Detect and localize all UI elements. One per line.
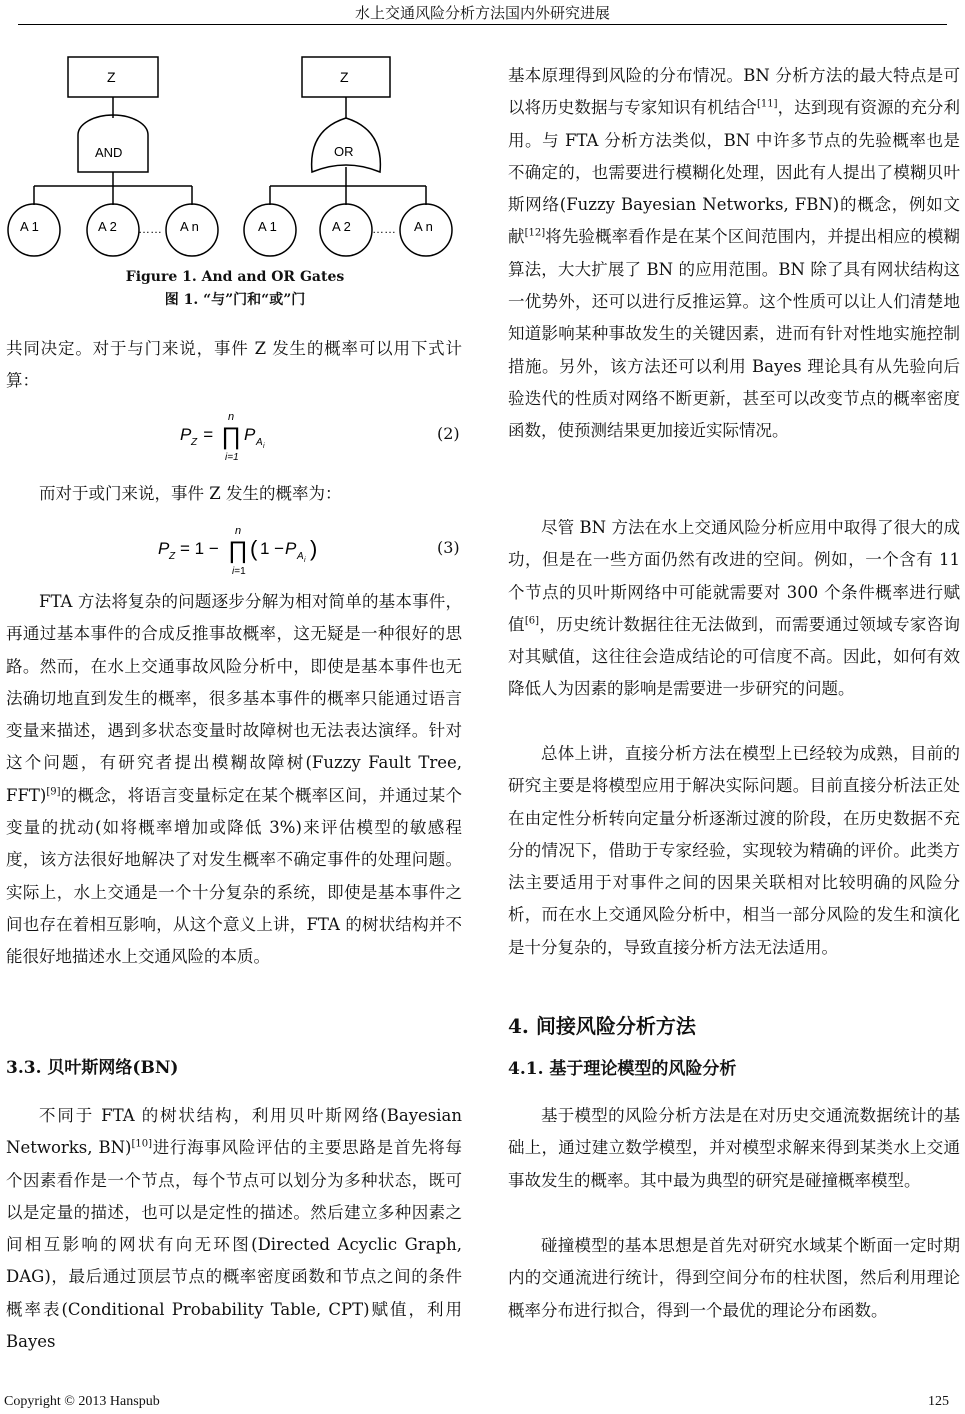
- para-4-text-b: 进行海事风险评估的主要思路是首先将每个因素看作是一个节点，每个节点可以划分为多种状态，既可以是定量的描述，也可以是定性的描述。然后建立多种因素之间相互影响的网状有向无环图(Directed Acyclic Graph, DAG)，最后通过顶层节点的概率密度函数和节点之间的条件概率表(Conditional Probability Table, CPT)赋值，利用 Bayes: [6, 1138, 463, 1352]
- section-4-heading: 4. 间接风险分析方法: [508, 1014, 696, 1038]
- right-col-para-5: 碰撞模型的基本思想是首先对研究水域某个断面一定时期内的交通流进行统计，得到空间分布的柱状图，然后利用理论概率分布进行拟合，得到一个最优的理论分布函数。: [508, 1236, 960, 1320]
- svg-text:A: A: [297, 551, 304, 562]
- svg-text:P: P: [285, 539, 297, 558]
- r-para-1-text-a: 基本原理得到风险的分布情况。BN 分析方法的最大特点是可以将历史数据与专家知识有机结合: [508, 66, 960, 118]
- r-para-1-text-c: 将先验概率看作是在某个区间范围内，并提出相应的模糊算法，大大扩展了 BN 的应用范围。BN 除了具有网状结构这一优势外，还可以进行反推运算。这个性质可以让人们清楚地知道影响某种事故发生的关键因素，进而有针对性地实施控制措施。另外，该方法还可以利用 Bayes 理论具有从先验向后验迭代的性质对网络不断更新，甚至可以改变节点的概率密度函数，使预测结果更加接近实际情况。: [508, 227, 961, 441]
- ellipsis-right: ……: [372, 222, 396, 236]
- section-4-1-heading-wrap: [508, 1053, 960, 1085]
- r-para-2-text-b: ，历史统计数据往往无法做到，而需要通过领域专家咨询对其赋值，这往往会造成结论的可信度不高。因此，如何有效降低人为因素的影响是需要进一步研究的问题。: [508, 614, 961, 699]
- ellipsis-left: ……: [138, 222, 162, 236]
- equation-2-number: (2): [437, 424, 460, 443]
- svg-text:Z: Z: [191, 437, 198, 448]
- para-4-text-a: 不同于 FTA 的树状结构，利用贝叶斯网络(Bayesian Networks, BN): [6, 1106, 462, 1158]
- top-event-label-right: Z: [340, 69, 349, 85]
- r-para-1-text-b: ，达到现有资源的充分利用。与 FTA 分析方法类似，BN 中许多节点的先验概率也是不确定的，也需要进行模糊化处理，因此有人提出了模糊贝叶斯网络(Fuzzy Bayesian Networks, FBN)的概念，例如文献: [508, 98, 961, 247]
- svg-text:= 1 −: = 1 −: [180, 539, 219, 558]
- footer-page-number: 125: [928, 1394, 949, 1409]
- figure-1-gates: [0, 50, 470, 265]
- svg-text:i=1: i=1: [225, 452, 239, 463]
- svg-text:P: P: [244, 425, 256, 444]
- figure-caption-cn: 图 1. “与”门和“或”门: [164, 292, 306, 308]
- left-col-para-3: [6, 586, 462, 974]
- right-col-para-1: [508, 60, 960, 448]
- svg-text:P: P: [180, 425, 192, 444]
- right-col-para-4: 基于模型的风险分析方法是在对历史交通流数据统计的基础上，通过建立数学模型，并对模型求解来得到某类水上交通事故发生的概率。其中最为典型的研究是碰撞概率模型。: [508, 1106, 960, 1190]
- input-label-left-n: A n: [180, 219, 199, 234]
- citation-10: [10]: [131, 1138, 152, 1150]
- equation-3-number: (3): [437, 538, 460, 557]
- svg-text:i: i: [304, 557, 306, 564]
- citation-9: [9]: [46, 786, 61, 798]
- left-col-para-1: 共同决定。对于与门来说，事件 Z 发生的概率可以用下式计算：: [6, 339, 462, 391]
- citation-11: [11]: [756, 98, 778, 110]
- section-4-1-heading: 4.1. 基于理论模型的风险分析: [508, 1059, 737, 1079]
- svg-text:A: A: [256, 437, 263, 448]
- svg-text:P: P: [158, 539, 170, 558]
- and-gate-shape: [78, 115, 148, 172]
- section-4-heading-wrap: [508, 1010, 960, 1042]
- left-col-para-2: 而对于或门来说，事件 Z 发生的概率为：: [39, 484, 342, 503]
- input-label-right-1: A 1: [258, 219, 277, 234]
- citation-12: [12]: [524, 227, 546, 239]
- input-label-right-n: A n: [414, 219, 433, 234]
- r-para-2-text-a: 尽管 BN 方法在水上交通风险分析应用中取得了很大的成功，但是在一些方面仍然有改进的空间。例如，一个含有 11 个节点的贝叶斯网络中可能就需要对 300 个条件概率进行赋值: [508, 518, 960, 634]
- figure-caption-en: Figure 1. And and OR Gates: [125, 269, 345, 285]
- left-col-para-4: [6, 1100, 462, 1358]
- equation-2: [0, 404, 470, 466]
- running-header: 水上交通风险分析方法国内外研究进展: [354, 4, 610, 22]
- header-rule: [18, 24, 947, 25]
- para-3-text-a: FTA 方法将复杂的问题逐步分解为相对简单的基本事件，再通过基本事件的合成反推事故概率，这无疑是一种很好的思路。然而，在水上交通事故风险分析中，即使是基本事件也无法确切地直到发生的概率，很多基本事件的概率只能通过语言变量来描述，遇到多状态变量时故障树也无法表达演绎。针对这个问题，有研究者提出模糊故障树(Fuzzy Fault Tree, FFT): [6, 592, 462, 805]
- svg-text:i=1: i=1: [232, 566, 246, 577]
- input-label-right-2: A 2: [332, 219, 351, 234]
- svg-text:1 −: 1 −: [260, 539, 285, 558]
- para-3-text-b: 的概念，将语言变量标定在某个概率区间，并通过某个变量的扰动(如将概率增加或降低 3%)来评估模型的敏感程度，该方法很好地解决了对发生概率不确定事件的处理问题。实际上，水上交通是一个十分复杂的系统，即使是基本事件之间也存在着相互影响，从这个意义上讲，FTA 的树状结构并不能很好地描述水上交通风险的本质。: [6, 785, 462, 967]
- input-label-left-2: A 2: [98, 219, 117, 234]
- svg-text:n: n: [228, 411, 235, 423]
- section-3-3-heading-wrap: [6, 1052, 462, 1084]
- citation-6: [6]: [524, 615, 540, 627]
- svg-text:∏: ∏: [221, 423, 241, 450]
- footer-copyright: Copyright © 2013 Hanspub: [4, 1394, 160, 1409]
- svg-text:(: (: [250, 536, 258, 561]
- svg-text:n: n: [235, 525, 242, 537]
- and-gate-label: AND: [95, 145, 123, 160]
- top-event-label-left: Z: [107, 69, 116, 85]
- right-col-para-3: 总体上讲，直接分析方法在模型上已经较为成熟，目前的研究主要是将模型应用于解决实际问题。目前直接分析法正处在由定性分析转向定量分析逐渐过渡的阶段，在历史数据不充分的情况下，借助于专家经验，实现较为精确的评价。此类方法主要适用于对事件之间的因果关联相对比较明确的风险分析，而在水上交通风险分析中，相当一部分风险的发生和演化是十分复杂的，导致直接分析方法无法适用。: [508, 744, 960, 957]
- input-label-left-1: A 1: [20, 219, 39, 234]
- svg-text:i: i: [263, 443, 265, 450]
- svg-text:∏: ∏: [228, 537, 248, 564]
- svg-text:=: =: [203, 425, 213, 444]
- or-gate-label: OR: [334, 144, 354, 159]
- equation-3: [0, 516, 470, 582]
- svg-text:Z: Z: [169, 551, 176, 562]
- right-col-para-2: [508, 512, 960, 706]
- section-3-3-heading: 3.3. 贝叶斯网络(BN): [6, 1058, 179, 1078]
- svg-text:): ): [310, 536, 318, 561]
